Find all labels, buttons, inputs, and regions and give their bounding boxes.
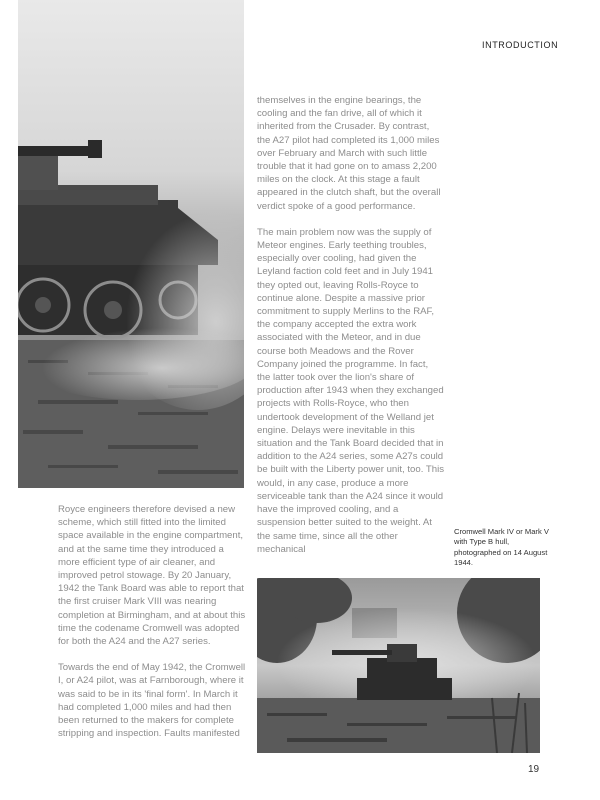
text-column-right — [257, 94, 444, 569]
section-header: INTRODUCTION — [482, 40, 559, 50]
photo-caption: Cromwell Mark IV or Mark V with Type B hull, photographed on 14 August 1944. — [454, 527, 549, 568]
tank-photo-top — [18, 0, 244, 488]
paragraph: The main problem now was the supply of Meteor engines. Early teething troubles, especially over cooling, had given the Leyland faction cold feet and in July 1941 they opted out, leaving Rolls-Royce to continue alone. Despite a massive prior commitment to supply Merlins to the RAF, the company accepted the extra work associated with the Meteor, and in due course both Meadows and the Rover Company joined the programme. In fact, the latter took over the lion's share of production after 1943 when they exchanged projects with Rolls-Royce, who then undertook development of the Welland jet engine. Delays were inevitable in this situation and the Tank Board decided that in addition to the A24 series, some A27s could be built with the Liberty power unit, too. This would, in any case, produce a more serviceable tank than the A24 since it would have the improved cooling, and a suspension better suited to the weight. At the same time, since all the other mechanical — [257, 226, 445, 555]
page-number: 19 — [528, 764, 540, 775]
paragraph: Towards the end of May 1942, the Cromwell I, or A24 pilot, was at Farnborough, where it was said to be in its 'final form'. In March it had completed 1,000 miles and had then been returned to the makers for complete stripping and inspection. Faults manifested — [58, 662, 246, 740]
paragraph: Royce engineers therefore devised a new scheme, which still fitted into the limited space available in the engine compartment, and at the same time they introduced a more efficient type of air cleaner, and improved petrol stowage. By 20 January, 1942 the Tank Board was able to report that the first cruiser Mark VIII was nearing completion at Birmingham, and at about this time the codename Cromwell was adopted for both the A24 and the A27 series. — [58, 504, 246, 648]
tank-photo-bottom — [257, 578, 540, 753]
paragraph: themselves in the engine bearings, the cooling and the fan drive, all of which it inherited from the Crusader. By contrast, the A27 pilot had completed its 1,000 miles over February and March with such little trouble that it had gone on to amass 2,200 miles on the clock. At this stage a fault appeared in the clutch shaft, but the overall verdict spoke of a good performance. — [257, 95, 441, 212]
text-column-left — [58, 503, 248, 753]
